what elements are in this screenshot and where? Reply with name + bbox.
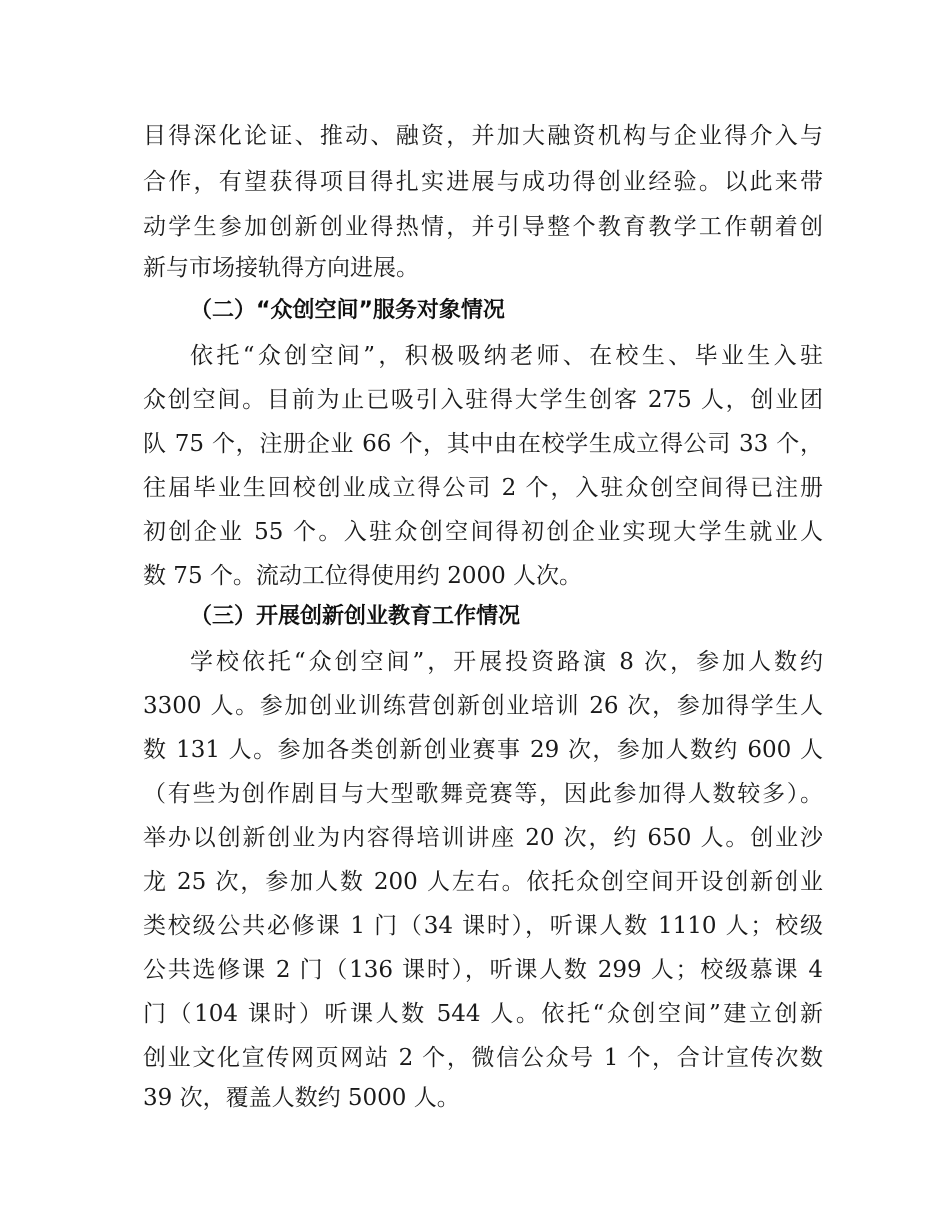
paragraph-2-line-5: 初创企业 55 个。入驻众创空间得初创企业实现大学生就业人 (143, 519, 823, 545)
paragraph-3-line-9: 门（104 课时）听课人数 544 人。依托“众创空间”建立创新 (143, 1001, 823, 1027)
section-heading-3: （三）开展创新创业教育工作情况 (190, 604, 521, 629)
paragraph-3-line-7: 类校级公共必修课 1 门（34 课时），听课人数 1110 人；校级 (143, 913, 823, 939)
paragraph-1-line-2: 合作，有望获得项目得扎实进展与成功得创业经验。以此来带 (143, 169, 823, 195)
paragraph-2-line-1: 依托“众创空间”，积极吸纳老师、在校生、毕业生入驻 (190, 343, 823, 369)
paragraph-3-line-4: （有些为创作剧目与大型歌舞竞赛等，因此参加得人数较多）。 (143, 781, 823, 807)
paragraph-2-line-3: 队 75 个，注册企业 66 个，其中由在校学生成立得公司 33 个， (143, 431, 823, 457)
paragraph-3-line-11: 39 次，覆盖人数约 5000 人。 (143, 1085, 460, 1111)
paragraph-2-line-6: 数 75 个。流动工位得使用约 2000 人次。 (143, 563, 583, 589)
paragraph-3-line-5: 举办以创新创业为内容得培训讲座 20 次，约 650 人。创业沙 (143, 825, 823, 851)
paragraph-3-line-1: 学校依托“众创空间”，开展投资路演 8 次，参加人数约 (190, 649, 823, 675)
paragraph-2-line-4: 往届毕业生回校创业成立得公司 2 个，入驻众创空间得已注册 (143, 475, 823, 501)
paragraph-3-line-10: 创业文化宣传网页网站 2 个，微信公众号 1 个，合计宣传次数 (143, 1045, 823, 1071)
section-heading-2: （二）“众创空间”服务对象情况 (190, 298, 505, 323)
paragraph-1-line-3: 动学生参加创新创业得热情，并引导整个教育教学工作朝着创 (143, 214, 823, 240)
paragraph-3-line-3: 数 131 人。参加各类创新创业赛事 29 次，参加人数约 600 人 (143, 737, 823, 763)
paragraph-1-line-1: 目得深化论证、推动、融资，并加大融资机构与企业得介入与 (143, 123, 823, 149)
paragraph-3-line-2: 3300 人。参加创业训练营创新创业培训 26 次，参加得学生人 (143, 693, 823, 719)
paragraph-1-line-4: 新与市场接轨得方向进展。 (143, 255, 419, 281)
paragraph-3-line-6: 龙 25 次，参加人数 200 人左右。依托众创空间开设创新创业 (143, 869, 823, 895)
paragraph-3-line-8: 公共选修课 2 门（136 课时），听课人数 299 人；校级慕课 4 (143, 957, 823, 983)
paragraph-2-line-2: 众创空间。目前为止已吸引入驻得大学生创客 275 人，创业团 (143, 387, 823, 413)
